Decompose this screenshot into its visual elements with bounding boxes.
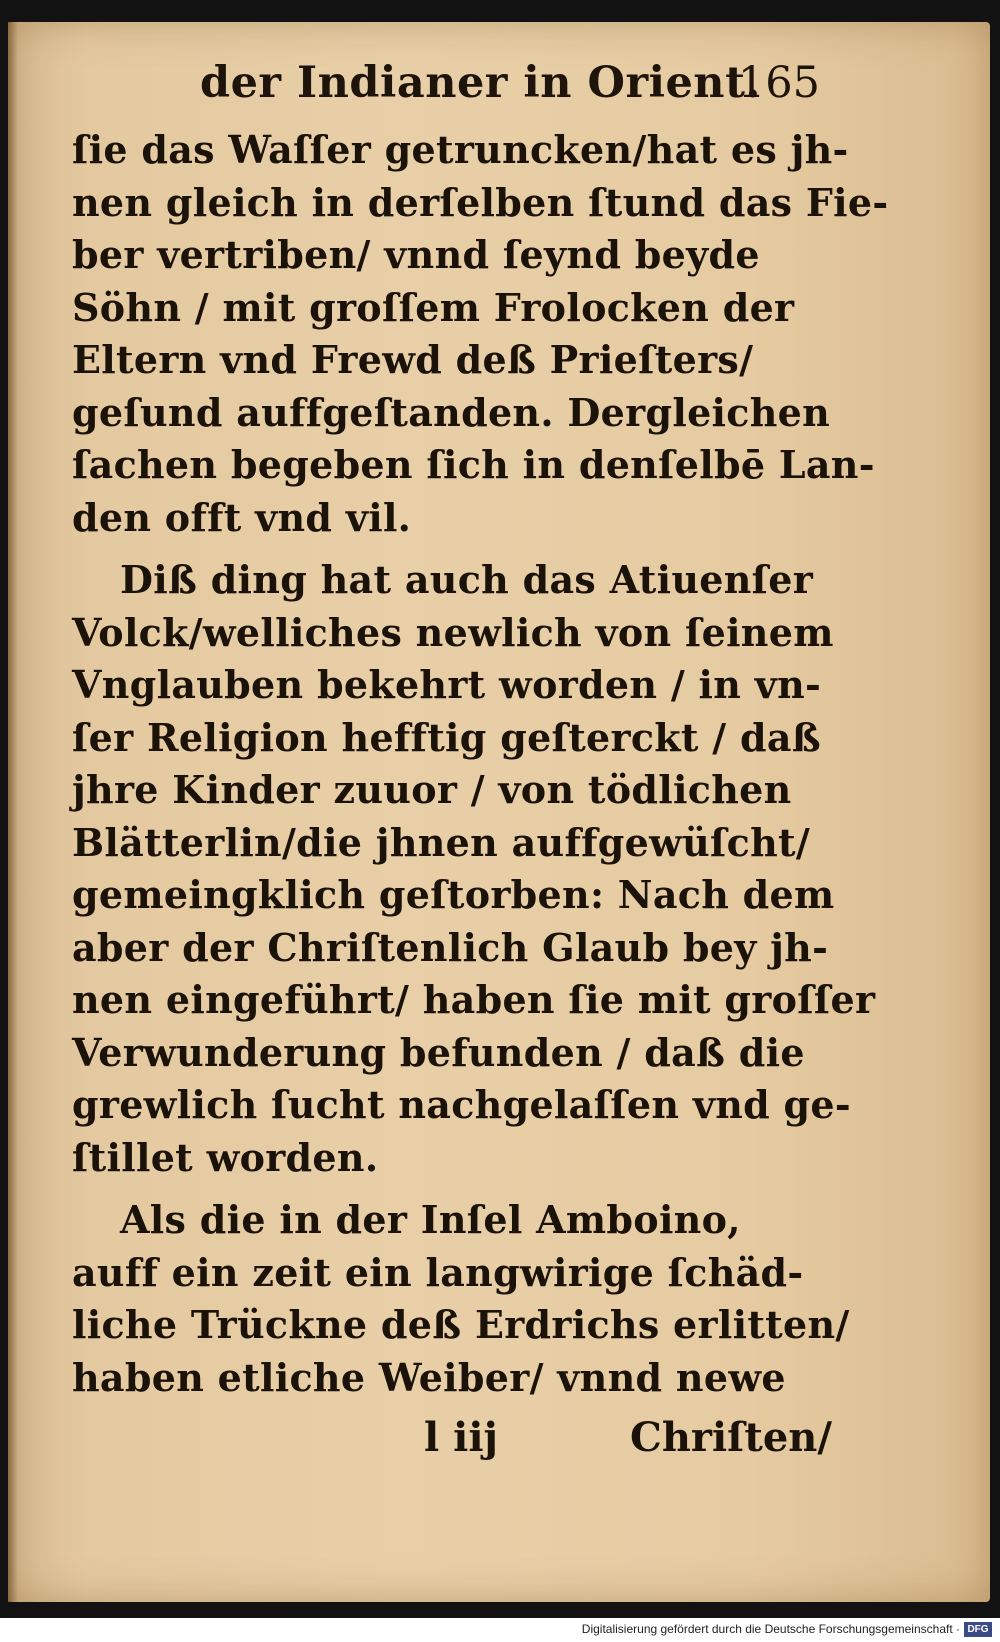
text-line: geſund auffgeſtanden. Dergleichen (72, 389, 831, 435)
page-binding-edge (8, 22, 18, 1602)
page-footer (72, 1414, 832, 1474)
signature-mark: l iij (424, 1414, 498, 1461)
text-line: Blätterlin/die jhnen auffgewüſcht/ (72, 819, 811, 865)
page-header (180, 58, 820, 118)
text-line: Söhn / mit groſſem Frolocken der (72, 284, 795, 330)
text-line: grewlich ſucht nachgelaſſen vnd ge- (72, 1082, 851, 1127)
text-line: haben etliche Weiber/ vnnd newe (72, 1354, 786, 1400)
credit-bar (0, 1618, 1000, 1642)
text-line: auff ein zeit ein langwirige ſchäd- (72, 1249, 804, 1295)
text-line: ſie das Waſſer getruncken/hat es jh- (72, 127, 849, 172)
text-line: jhre Kinder zuuor / von tödlichen (72, 767, 792, 812)
text-line: ſtillet worden. (72, 1134, 379, 1180)
text-line: ſachen begeben ſich in denſelbē Lan- (72, 442, 875, 487)
text-line: ber vertriben/ vnnd ſeynd beyde (72, 232, 760, 277)
credit-text: Digitalisierung gefördert durch die Deutsche Forschungsgemeinschaft · (581, 1622, 960, 1636)
page-number: 165 (737, 58, 820, 108)
text-line: ſer Religion hefftig geſterckt / daß (72, 714, 821, 760)
running-head: der Indianer in Orient. (200, 58, 761, 108)
paragraph-first-line: Als die in der Inſel Amboino, (120, 1197, 741, 1242)
text-line: Vnglauben bekehrt worden / in vn- (72, 662, 822, 707)
text-line: nen eingeführt/ haben ſie mit groſſer (72, 977, 876, 1022)
text-line: Volck/welliches newlich von ſeinem (72, 609, 834, 655)
paragraph-first-line: Diß ding hat auch das Atiuenſer (120, 557, 814, 602)
paragraph-gap (72, 544, 822, 554)
body-text (72, 124, 889, 1404)
dfg-logo: DFG (964, 1622, 992, 1637)
text-line: liche Trückne deß Erdrichs erlitten/ (72, 1302, 850, 1347)
text-line: Verwunderung befunden / daß die (72, 1029, 805, 1075)
text-line: den offt vnd vil. (72, 494, 412, 540)
catchword: Chriſten/ (629, 1414, 832, 1461)
paragraph-gap (72, 1184, 822, 1194)
text-line: gemeingklich geſtorben: Nach dem (72, 872, 835, 917)
text-line: aber der Chriſtenlich Glaub bey jh- (72, 924, 829, 970)
text-line: Eltern vnd Frewd deß Prieſters/ (72, 337, 754, 382)
text-line: nen gleich in derſelben ſtund das Fie- (72, 179, 889, 225)
